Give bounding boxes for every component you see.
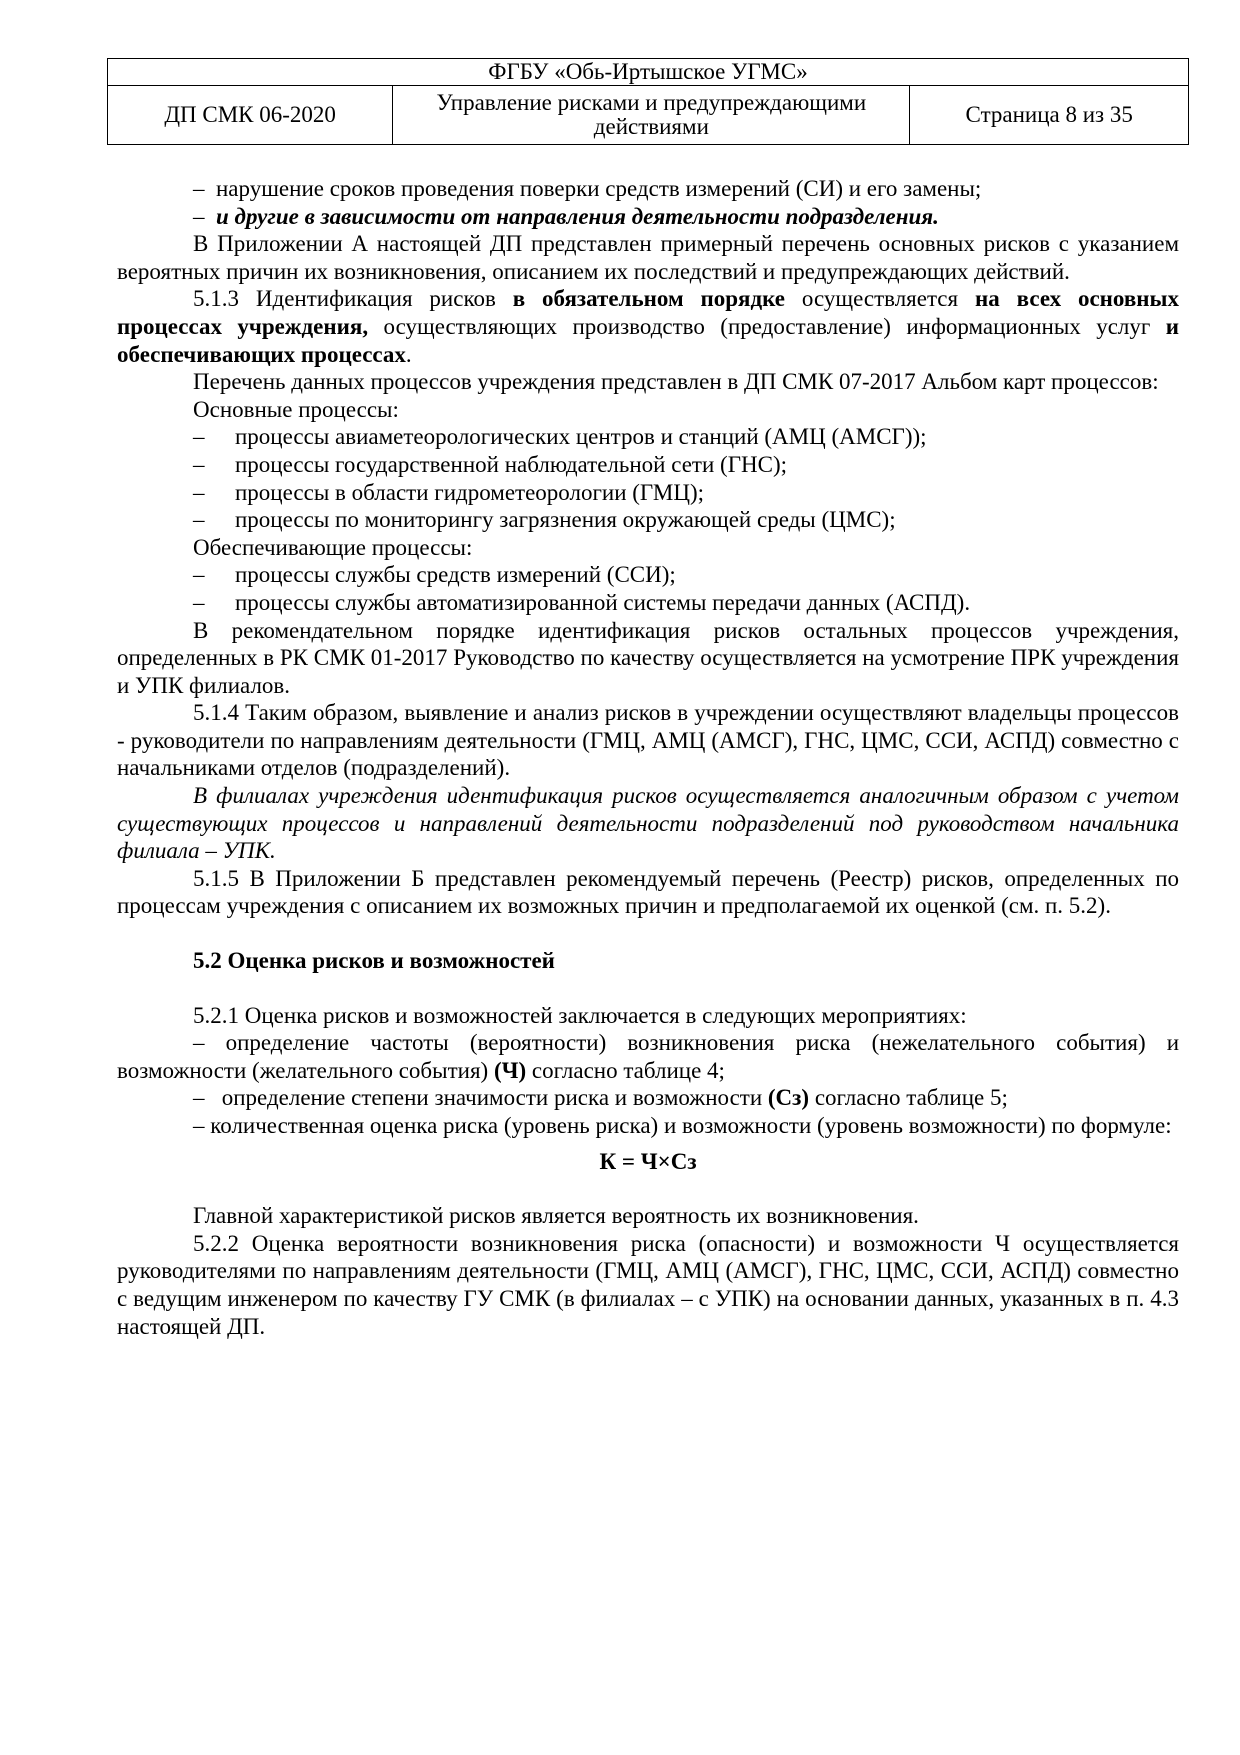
document-code: ДП СМК 06-2020 — [108, 86, 393, 145]
paragraph: Основные процессы: — [193, 396, 399, 422]
list-item-text: нарушение сроков проведения поверки средств измерений (СИ) и его замены; — [216, 176, 982, 201]
list-item: – определение степени значимости риска и возможности (Сз) согласно таблице 5; — [193, 1085, 1008, 1111]
paragraph: 5.1.4 Таким образом, выявление и анализ рисков в учреждении осуществляют владельцы процессов - руководители по направлениям деятельности (ГМЦ, АМЦ (АМСГ), ГНС, ЦМС, ССИ, АСПД) совместно с начальниками отделов (подразделений). — [117, 700, 1179, 781]
paragraph: Перечень данных процессов учреждения представлен в ДП СМК 07-2017 Альбом карт процессов: — [193, 369, 1159, 395]
list-item: – определение частоты (вероятности) возникновения риска (нежелательного события) и возможности (желательного события) (Ч) согласно таблице 4; — [117, 1030, 1179, 1083]
paragraph: В Приложении А настоящей ДП представлен примерный перечень основных рисков с указанием вероятных причин их возникновения, описанием их последствий и предупреждающих действий. — [117, 231, 1179, 284]
paragraph: В рекомендательном порядке идентификация рисков остальных процессов учреждения, определенных в РК СМК 01-2017 Руководство по качеству осуществляется на усмотрение ПРК учреждения и УПК филиалов. — [117, 617, 1179, 698]
document-title: Управление рисками и предупреждающими действиями — [393, 86, 910, 145]
paragraph: 5.2.2 Оценка вероятности возникновения риска (опасности) и возможности Ч осуществляется руководителями по направлениям деятельности (ГМЦ, АМЦ (АМСГ), ГНС, ЦМС, ССИ, АСПД) совместно с ведущим инженером по качеству ГУ СМК (в филиалах – с УПК) на основании данных, указанных в п. 4.3 настоящей ДП. — [117, 1230, 1179, 1339]
list-item: – процессы в области гидрометеорологии (ГМЦ); — [193, 479, 705, 505]
formula: К = Ч×Сз — [599, 1148, 697, 1174]
organization-name: ФГБУ «Обь-Иртышское УГМС» — [108, 59, 1189, 86]
list-item: – нарушение сроков проведения поверки средств измерений (СИ) и его замены; — [193, 176, 982, 201]
list-item: – процессы по мониторингу загрязнения окружающей среды (ЦМС); — [193, 507, 896, 533]
section-heading: 5.2 Оценка рисков и возможностей — [193, 948, 555, 974]
document-body — [117, 175, 1179, 1340]
paragraph: Главной характеристикой рисков является вероятность их возникновения. — [193, 1203, 919, 1229]
paragraph: 5.1.3 Идентификация рисков в обязательном порядке осуществляется на всех основных процессах учреждения, осуществляющих производство (предоставление) информационных услуг и обеспечивающих процессах. — [117, 286, 1179, 367]
list-item: – процессы авиаметеорологических центров и станций (АМЦ (АМСГ)); — [193, 424, 927, 450]
paragraph: Обеспечивающие процессы: — [193, 534, 473, 560]
list-item: – процессы службы средств измерений (ССИ); — [193, 562, 676, 588]
paragraph: В филиалах учреждения идентификация рисков осуществляется аналогичным образом с учетом существующих процессов и направлений деятельности подразделений под руководством начальника филиала – УПК. — [117, 783, 1179, 864]
paragraph: 5.1.5 В Приложении Б представлен рекомендуемый перечень (Реестр) рисков, определенных по процессам учреждения с описанием их возможных причин и предполагаемой их оценкой (см. п. 5.2). — [117, 865, 1179, 919]
list-item: – количественная оценка риска (уровень риска) и возможности (уровень возможности) по формуле: — [193, 1113, 1172, 1138]
list-item: – процессы службы автоматизированной системы передачи данных (АСПД). — [193, 589, 971, 615]
list-item: – процессы государственной наблюдательной сети (ГНС); — [193, 451, 787, 477]
list-item-text: и другие в зависимости от направления деятельности подразделения. — [216, 203, 939, 229]
page-number: Страница 8 из 35 — [910, 86, 1189, 145]
document-header-table — [107, 58, 1189, 145]
paragraph: 5.2.1 Оценка рисков и возможностей заключается в следующих мероприятиях: — [193, 1002, 967, 1028]
list-item: – и другие в зависимости от направления деятельности подразделения. — [193, 203, 939, 229]
